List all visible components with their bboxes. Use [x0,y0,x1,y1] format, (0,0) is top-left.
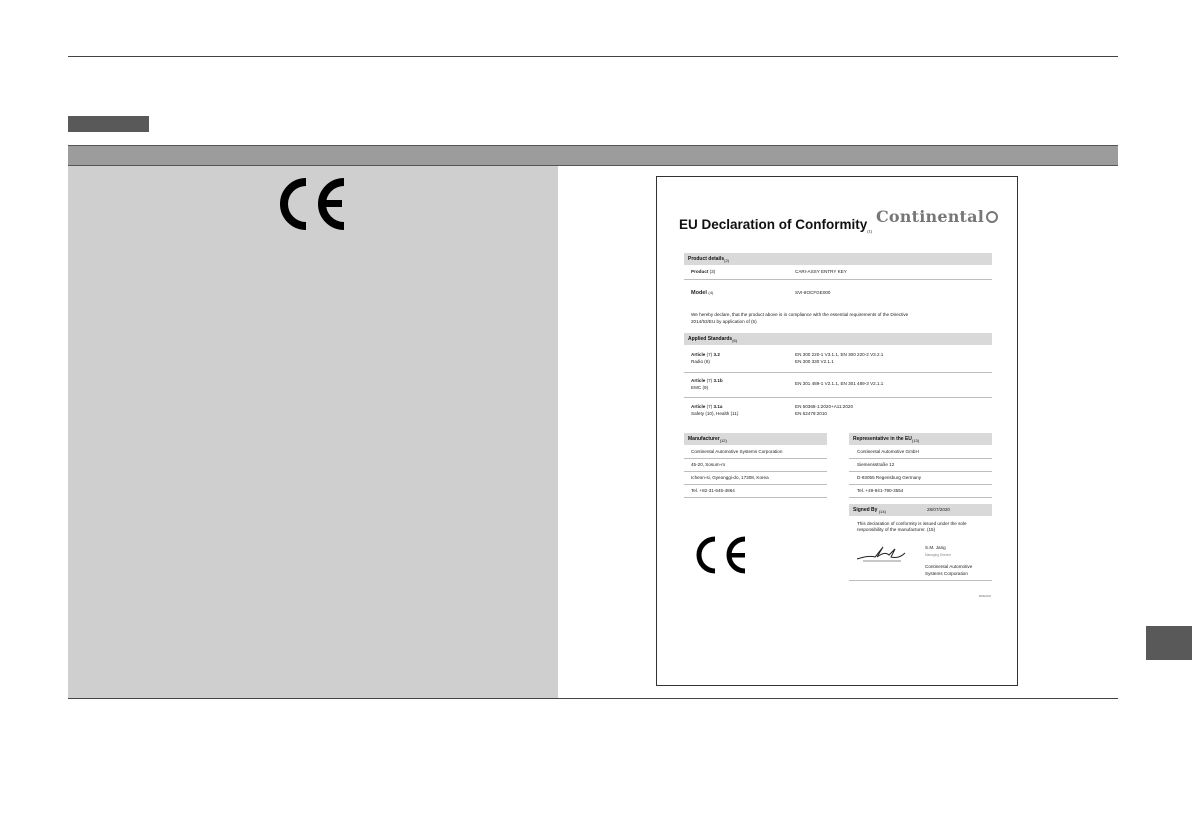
standard-line: EN 300 220-1 V3.1.1, EN 300 220-2 V3.2.1 [795,352,884,357]
left-panel [68,166,558,698]
divider [684,458,827,459]
chapter-tab[interactable] [1146,626,1192,660]
divider [684,397,992,398]
manufacturer-heading: Manufacturer$_{(12)}$ [684,433,827,445]
applied-standards-heading: Applied Standards$_{(6)}$ [684,333,992,345]
signed-date: 28/07/2020 [927,507,950,512]
manufacturer-line: 45-20, Sosum-ro [691,462,726,467]
divider [849,458,992,459]
article-label: Article (7) 3.1b [691,378,723,383]
ce-mark-icon [276,176,348,232]
divider [684,497,827,498]
model-value: SVI-8OCFGE000 [795,290,831,295]
article-label: Article (7) 3.2 [691,352,720,357]
category-label: EMC (9) [691,385,709,390]
divider [849,471,992,472]
standard-line: EN 300 330 V2.1.1 [795,359,834,364]
standard-line: EN 60368-1:2020+A11:2020 [795,404,854,409]
product-details-heading: Product details$_{(2)}$ [684,253,992,265]
category-label: Safety (10), Health (11) [691,411,739,416]
divider [849,580,992,581]
divider [684,279,992,280]
representative-line: Siemensstraße 12 [857,462,895,467]
representative-line: Tel. +49-941-790-3554 [857,488,904,493]
signer-name: S.M. Jang [925,545,946,550]
representative-heading: Representative in the $EU_{(13)}$ [849,433,992,445]
divider [684,484,827,485]
representative-line: D-93055 Regensburg Germany [857,475,922,480]
divider [849,484,992,485]
manufacturer-line: Continental Automotive Systems Corporation [691,449,783,454]
standard-line: EN 62479:2010 [795,411,827,416]
standard-line: EN 301 489-1 V2.1.1, EN 301 489-3 V2.1.1 [795,381,884,386]
signer-company-1: Continental Automotive [925,564,973,569]
section-tag [68,116,149,132]
document-code: RKE/GM [979,594,991,598]
divider [684,372,992,373]
signed-by-heading: Signed By $_{(14)}$ [849,504,992,516]
signer-role: Managing Director [925,553,952,557]
manufacturer-line: Icheon-si, Gyeonggi-do, 17308, Korea [691,475,769,480]
divider [849,497,992,498]
certificate-title: EU Declaration of Conformity$_{(1)}$ [679,217,873,234]
ce-mark-small-icon [691,535,749,575]
statement-line-1: This declaration of conformity is issued under the sole [857,521,967,526]
product-label: Product (3) [691,269,716,274]
signature-icon [855,541,907,563]
product-value: CARI-ASSY ENTRY KEY [795,269,847,274]
representative-line: Continental Automotive GmbH [857,449,919,454]
category-label: Radio (8) [691,359,710,364]
manufacturer-line: Tel. +82-31-645-4864 [691,488,735,493]
declaration-line-1: We hereby declare, that the product above is in compliance with the essential requirements of the Directive [691,312,909,317]
horse-logo-icon [986,211,998,223]
top-rule [68,56,1118,57]
table-header-bar [68,145,1118,166]
declaration-line-2: 2014/53/EU by application of (5) [691,319,757,324]
continental-logo: Continental [876,207,998,226]
article-label: Article (7) 3.1a [691,404,723,409]
divider [684,471,827,472]
statement-line-2: responsibility of the manufacturer. (15) [857,527,936,532]
signer-company-2: Systems Corporation [925,571,968,576]
eu-declaration-certificate [656,176,1018,686]
bottom-rule [68,698,1118,699]
model-label: Model (4) [691,290,714,296]
